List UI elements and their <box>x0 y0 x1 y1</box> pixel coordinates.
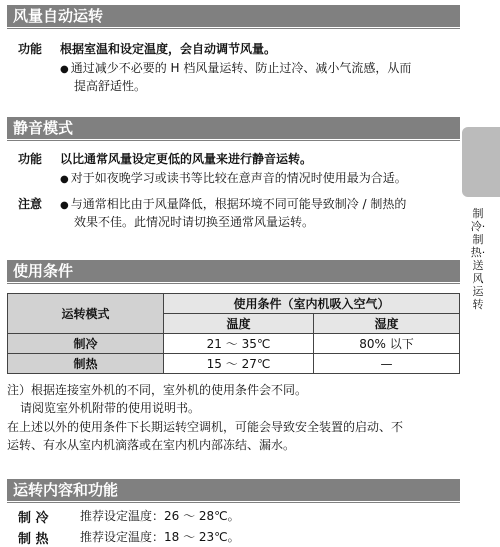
function-label: 功能 <box>18 152 43 166</box>
table-cell-temp: 21 ～ 35℃ <box>164 334 314 354</box>
conditions-note-cont: 请阅览室外机附带的使用说明书。 <box>20 401 201 415</box>
bullet-text: ● 对于如夜晚学习或读书等比较在意声音的情况时使用最为合适。 <box>60 169 407 186</box>
heat-text: 推荐设定温度：18 ～ 23℃。 <box>80 530 240 544</box>
cool-label: 制 冷 <box>18 511 49 526</box>
table-row <box>8 334 460 354</box>
bullet-text-cont: 提高舒适性。 <box>74 79 147 93</box>
cool-text: 推荐设定温度：26 ～ 28℃。 <box>80 509 240 523</box>
function-label: 功能 <box>18 42 43 56</box>
heat-label: 制 热 <box>18 532 49 547</box>
section-header-fan-auto: 风量自动运转 <box>7 5 460 27</box>
table-cell-humidity: 80% 以下 <box>314 334 460 354</box>
table-cell-mode: 制热 <box>8 354 164 374</box>
table-header-group: 使用条件（室内机吸入空气） <box>164 294 460 314</box>
conditions-paragraph-cont: 运转、有水从室内机滴落或在室内机内部冻结、漏水。 <box>7 438 296 452</box>
section-header-conditions: 使用条件 <box>7 260 460 282</box>
note-label: 注意 <box>18 197 43 211</box>
conditions-paragraph: 在上述以外的使用条件下长期运转空调机，可能会导致安全装置的启动、不 <box>7 420 404 434</box>
table-header-temp: 温度 <box>164 314 314 334</box>
section-header-quiet: 静音模式 <box>7 117 460 139</box>
function-text: 根据室温和设定温度，会自动调节风量。 <box>60 42 277 56</box>
bullet-text: ● 通过减少不必要的 H 档风量运转、防止过冷、减小气流感，从而 <box>60 59 411 76</box>
note-text: ● 与通常相比由于风量降低，根据环境不同可能导致制冷 / 制热的 <box>60 195 406 212</box>
note-text-cont: 效果不佳。此情况时请切换至通常风量运转。 <box>74 215 315 229</box>
conditions-table <box>7 293 460 374</box>
table-cell-humidity: — <box>314 354 460 374</box>
side-tab-label: 制冷·制热·送风运转 <box>470 207 486 311</box>
function-text: 以比通常风量设定更低的风量来进行静音运转。 <box>60 152 313 166</box>
conditions-note: 注）根据连接室外机的不同，室外机的使用条件会不同。 <box>7 383 308 397</box>
table-header-humidity: 湿度 <box>314 314 460 334</box>
table-row <box>8 354 460 374</box>
section-header-operation: 运转内容和功能 <box>7 479 460 501</box>
table-cell-temp: 15 ～ 27℃ <box>164 354 314 374</box>
table-cell-mode: 制冷 <box>8 334 164 354</box>
side-tab <box>462 127 500 197</box>
table-header-mode: 运转模式 <box>8 294 164 334</box>
